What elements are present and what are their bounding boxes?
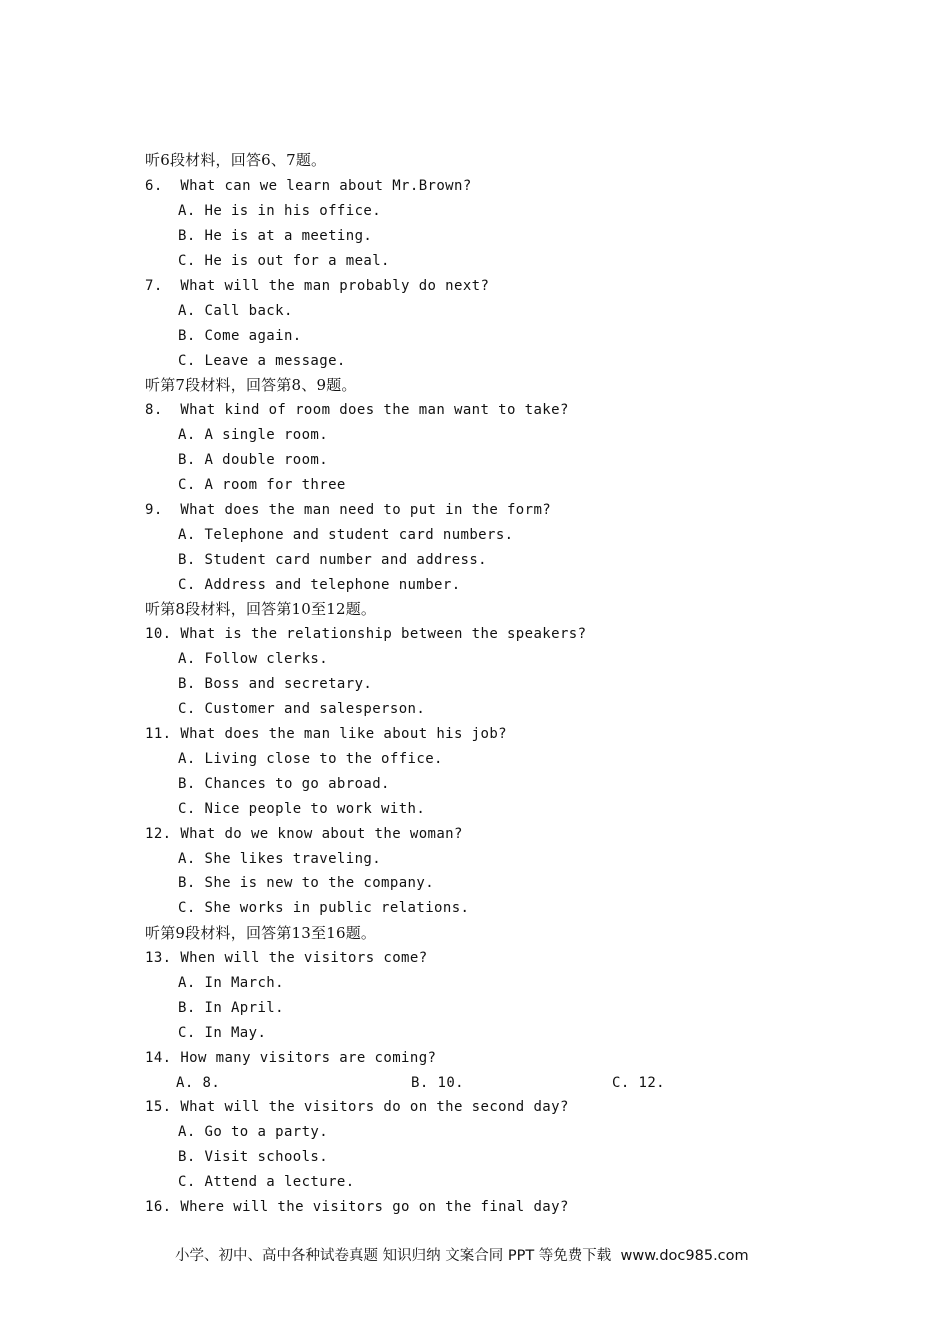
answer-option: C. Attend a lecture. [178, 1174, 355, 1190]
answer-option: C. Leave a message. [178, 353, 346, 369]
answer-option: C. Customer and salesperson. [178, 701, 426, 717]
answer-option: A. Call back. [178, 303, 293, 319]
question-stem: 10. What is the relationship between the speakers? [145, 626, 587, 642]
section-heading: 听6段材料，回答6、7题。 [145, 151, 327, 169]
question-stem: 6. What can we learn about Mr.Brown? [145, 178, 472, 194]
question-stem: 15. What will the visitors do on the second day? [145, 1099, 569, 1115]
answer-option: A. He is in his office. [178, 203, 382, 219]
page-footer: 小学、初中、高中各种试卷真题 知识归纳 文案合同 PPT 等免费下载 www.doc985.com [175, 1248, 749, 1264]
question-stem: 9. What does the man need to put in the form? [145, 502, 552, 518]
question-stem: 11. What does the man like about his job? [145, 726, 507, 742]
answer-option: A. Follow clerks. [178, 651, 329, 667]
answer-option: B. Come again. [178, 328, 302, 344]
answer-option: B. Chances to go abroad. [178, 776, 390, 792]
answer-option: B. Boss and secretary. [178, 676, 373, 692]
answer-option: C. Nice people to work with. [178, 801, 426, 817]
section-heading: 听第9段材料，回答第13至16题。 [145, 924, 377, 942]
answer-option: C. In May. [178, 1025, 267, 1041]
answer-option: A. Living close to the office. [178, 751, 443, 767]
answer-option: C. She works in public relations. [178, 900, 470, 916]
answer-option: C. Address and telephone number. [178, 577, 461, 593]
answer-option: A. Go to a party. [178, 1124, 329, 1140]
answer-option: B. He is at a meeting. [178, 228, 373, 244]
answer-option: B. 10. [411, 1075, 464, 1091]
answer-option: A. She likes traveling. [178, 851, 382, 867]
section-heading: 听第8段材料，回答第10至12题。 [145, 600, 377, 618]
question-stem: 16. Where will the visitors go on the final day? [145, 1199, 569, 1215]
answer-option: C. A room for three [178, 477, 346, 493]
question-stem: 12. What do we know about the woman? [145, 826, 463, 842]
answer-option: B. A double room. [178, 452, 329, 468]
question-stem: 13. When will the visitors come? [145, 950, 428, 966]
answer-option: B. She is new to the company. [178, 875, 435, 891]
section-heading: 听第7段材料，回答第8、9题。 [145, 376, 357, 394]
answer-option: A. A single room. [178, 427, 329, 443]
answer-option: A. 8. [176, 1075, 221, 1091]
answer-option: C. He is out for a meal. [178, 253, 390, 269]
question-stem: 14. How many visitors are coming? [145, 1050, 437, 1066]
answer-option: A. In March. [178, 975, 284, 991]
answer-option: B. In April. [178, 1000, 284, 1016]
answer-option: A. Telephone and student card numbers. [178, 527, 514, 543]
question-stem: 8. What kind of room does the man want to take? [145, 402, 569, 418]
question-stem: 7. What will the man probably do next? [145, 278, 490, 294]
answer-option: B. Visit schools. [178, 1149, 329, 1165]
answer-option: C. 12. [612, 1075, 665, 1091]
answer-option: B. Student card number and address. [178, 552, 488, 568]
